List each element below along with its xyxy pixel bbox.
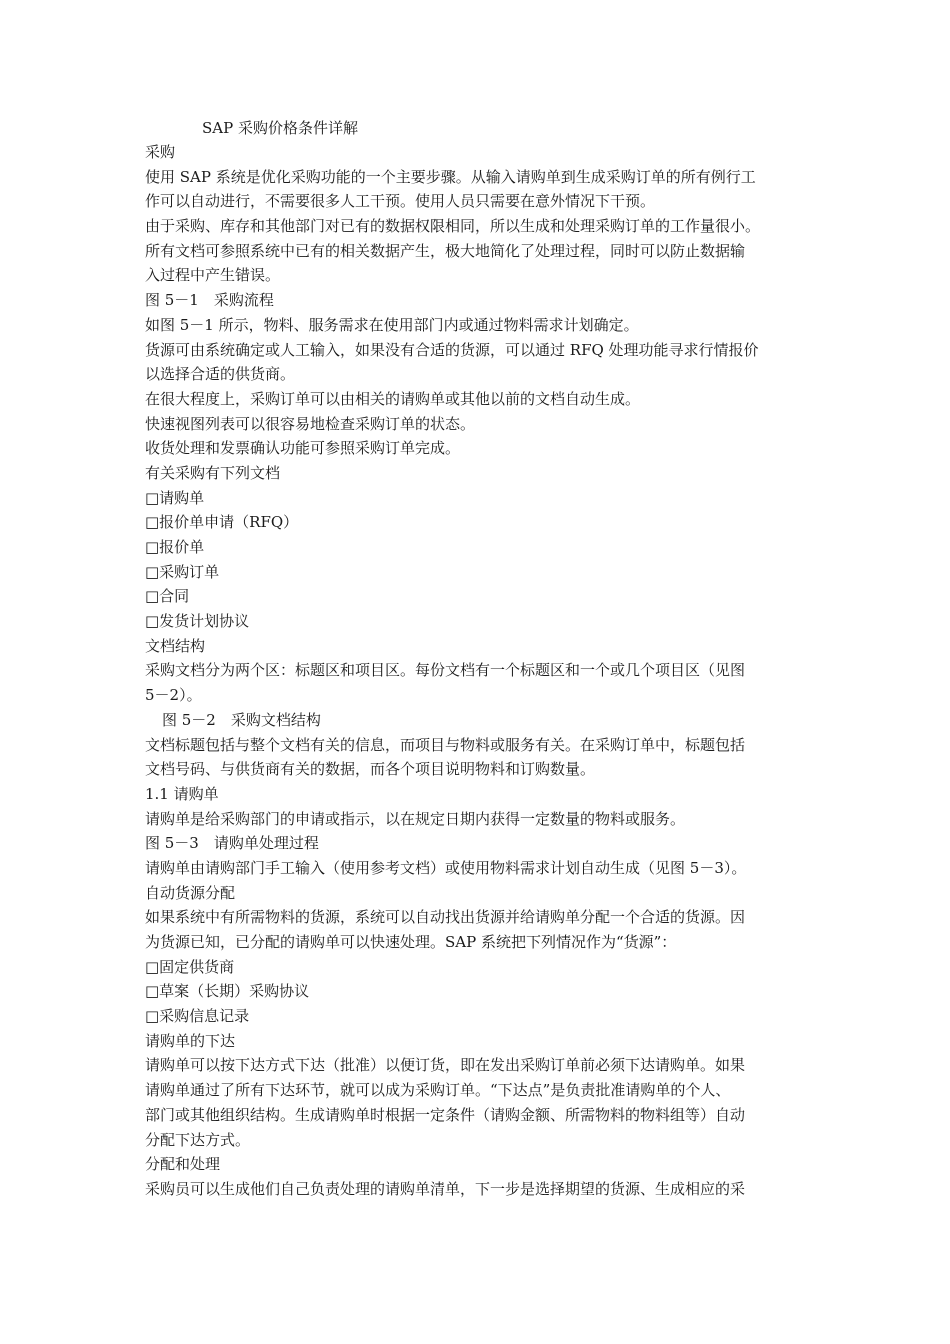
list-item: □合同 (145, 587, 190, 606)
list-item: □请购单 (145, 488, 205, 507)
paragraph-line: 分配下达方式。 (145, 1130, 251, 1149)
list-item: □固定供货商 (145, 957, 235, 976)
paragraph-line: 货源可由系统确定或人工输入，如果没有合适的货源，可以通过 RFQ 处理功能寻求行情报价 (145, 340, 759, 359)
list-item: □报价单申请（RFQ） (145, 513, 299, 532)
section-heading: 有关采购有下列文档 (145, 463, 281, 482)
paragraph-line: 如图 5－1 所示，物料、服务需求在使用部门内或通过物料需求计划确定。 (145, 315, 639, 334)
figure-caption: 图 5－2 采购文档结构 (162, 710, 321, 729)
paragraph-line: 文档标题包括与整个文档有关的信息，而项目与物料或服务有关。在采购订单中，标题包括 (145, 735, 746, 754)
paragraph-line: 在很大程度上，采购订单可以由相关的请购单或其他以前的文档自动生成。 (145, 389, 641, 408)
paragraph-line: 如果系统中有所需物料的货源，系统可以自动找出货源并给请购单分配一个合适的货源。因 (145, 908, 746, 927)
paragraph-line: 由于采购、库存和其他部门对已有的数据权限相同，所以生成和处理采购订单的工作量很小。 (145, 217, 761, 236)
section-heading: 自动货源分配 (145, 883, 236, 902)
paragraph-line: 5－2）。 (145, 686, 202, 705)
section-heading: 文档结构 (145, 636, 206, 655)
section-heading: 1.1 请购单 (145, 784, 219, 803)
figure-caption: 图 5－1 采购流程 (145, 291, 274, 310)
section-heading: 分配和处理 (145, 1155, 221, 1174)
paragraph-line: 请购单可以按下达方式下达（批准）以便订货，即在发出采购订单前必须下达请购单。如果 (145, 1056, 746, 1075)
paragraph-line: 所有文档可参照系统中已有的相关数据产生，极大地简化了处理过程，同时可以防止数据输 (145, 241, 746, 260)
list-item: □草案（长期）采购协议 (145, 982, 310, 1001)
paragraph-line: 采购员可以生成他们自己负责处理的请购单清单，下一步是选择期望的货源、生成相应的采 (145, 1179, 746, 1198)
paragraph-line: 为货源已知，已分配的请购单可以快速处理。SAP 系统把下列情况作为“货源”： (145, 933, 677, 951)
list-item: □发货计划协议 (145, 612, 250, 631)
document-title: SAP 采购价格条件详解 (202, 119, 358, 137)
paragraph-line: 文档号码、与供货商有关的数据，而各个项目说明物料和订购数量。 (145, 760, 596, 779)
paragraph-line: 请购单由请购部门手工输入（使用参考文档）或使用物料需求计划自动生成（见图 5－3）。 (145, 858, 747, 877)
paragraph-line: 入过程中产生错误。 (145, 266, 281, 285)
heading-procurement: 采购 (145, 143, 176, 161)
list-item: □采购信息记录 (145, 1007, 250, 1026)
paragraph-line: 收货处理和发票确认功能可参照采购订单完成。 (145, 439, 461, 458)
figure-caption: 图 5－3 请购单处理过程 (145, 834, 319, 853)
paragraph-line: 以选择合适的供货商。 (145, 365, 296, 384)
paragraph-line: 作可以自动进行，不需要很多人工干预。使用人员只需要在意外情况下干预。 (145, 192, 656, 211)
paragraph-line: 请购单通过了所有下达环节，就可以成为采购订单。“下达点”是负责批准请购单的个人、 (145, 1081, 731, 1100)
list-item: □报价单 (145, 538, 205, 556)
list-item: □采购订单 (145, 562, 220, 581)
section-heading: 请购单的下达 (145, 1031, 236, 1050)
paragraph-line: 部门或其他组织结构。生成请购单时根据一定条件（请购金额、所需物料的物料组等）自动 (145, 1105, 746, 1124)
paragraph-line: 采购文档分为两个区：标题区和项目区。每份文档有一个标题区和一个或几个项目区（见图 (145, 661, 746, 680)
paragraph-line: 使用 SAP 系统是优化采购功能的一个主要步骤。从输入请购单到生成采购订单的所有例行工 (145, 167, 756, 186)
document-body (145, 140, 810, 1202)
paragraph-line: 请购单是给采购部门的申请或指示，以在规定日期内获得一定数量的物料或服务。 (145, 809, 686, 828)
paragraph-line: 快速视图列表可以很容易地检查采购订单的状态。 (145, 414, 476, 433)
